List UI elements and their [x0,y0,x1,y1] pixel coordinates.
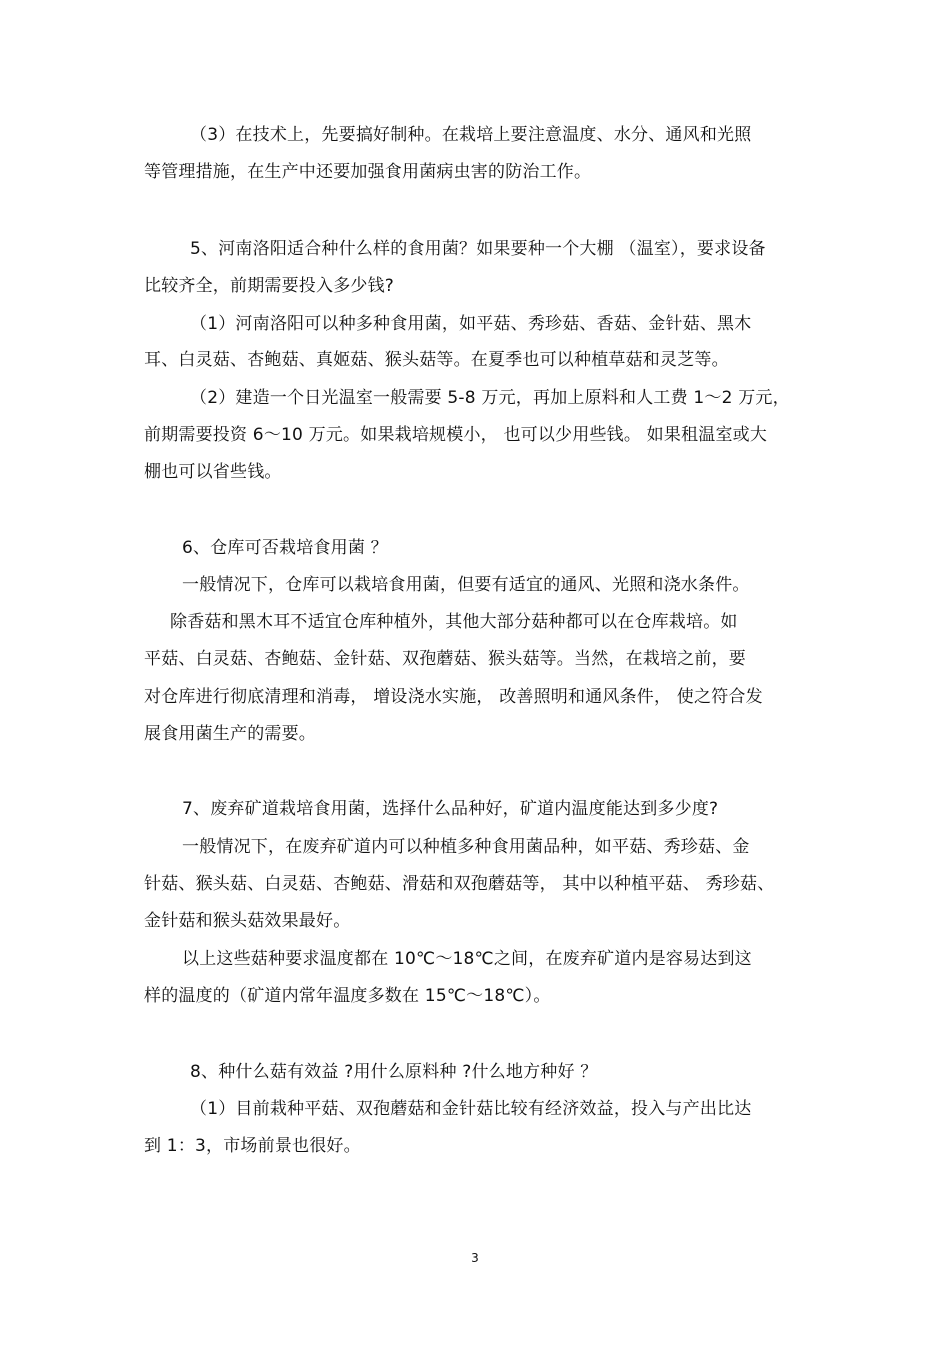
paragraph-line: 耳、白灵菇、杏鲍菇、真姬菇、猴头菇等。在夏季也可以种植草菇和灵芝等。 [144,350,729,370]
paragraph-line: （3）在技术上，先要搞好制种。在栽培上要注意温度、水分、通风和光照 [190,125,752,145]
section-heading-5-cont: 比较齐全，前期需要投入多少钱? [144,276,395,296]
paragraph-line: 样的温度的（矿道内常年温度多数在 15℃～18℃）。 [144,986,551,1006]
paragraph-line: （1）目前栽种平菇、双孢蘑菇和金针菇比较有经济效益，投入与产出比达 [190,1099,752,1119]
section-heading-8: 8、种什么菇有效益 ?用什么原料种 ?什么地方种好 ？ [190,1062,598,1082]
paragraph-line: 展食用菌生产的需要。 [144,724,316,744]
paragraph-line: 棚也可以省些钱。 [144,462,282,482]
paragraph-line: 到 1：3，市场前景也很好。 [144,1136,361,1156]
paragraph-line: 等管理措施，在生产中还要加强食用菌病虫害的防治工作。 [144,162,592,182]
paragraph-line: 除香菇和黑木耳不适宜仓库种植外，其他大部分菇种都可以在仓库栽培。如 [170,612,738,632]
paragraph-line: 以上这些菇种要求温度都在 10℃～18℃之间，在废弃矿道内是容易达到这 [182,949,752,969]
paragraph-line: 对仓库进行彻底清理和消毒， 增设浇水实施， 改善照明和通风条件， 使之符合发 [144,687,763,707]
paragraph-line: 金针菇和猴头菇效果最好。 [144,911,351,931]
paragraph-line: （2）建造一个日光温室一般需要 5-8 万元，再加上原料和人工费 1～2 万元， [190,388,790,408]
paragraph-line: 平菇、白灵菇、杏鲍菇、金针菇、双孢蘑菇、猴头菇等。当然，在栽培之前，要 [144,649,746,669]
paragraph-line: 针菇、猴头菇、白灵菇、杏鲍菇、滑菇和双孢蘑菇等， 其中以种植平菇、 秀珍菇、 [144,874,775,894]
section-heading-7: 7、废弃矿道栽培食用菌，选择什么品种好，矿道内温度能达到多少度? [182,799,719,819]
paragraph-line: 前期需要投资 6～10 万元。如果栽培规模小， 也可以少用些钱。 如果租温室或大 [144,425,768,445]
section-heading-6: 6、仓库可否栽培食用菌 ？ [182,538,388,558]
paragraph-line: （1）河南洛阳可以种多种食用菌，如平菇、秀珍菇、香菇、金针菇、黑木 [190,314,752,334]
section-heading-5: 5、河南洛阳适合种什么样的食用菌？如果要种一个大棚 （温室），要求设备 [190,239,766,259]
paragraph-line: 一般情况下，在废弃矿道内可以种植多种食用菌品种，如平菇、秀珍菇、金 [182,837,750,857]
paragraph-line: 一般情况下，仓库可以栽培食用菌，但要有适宜的通风、光照和浇水条件。 [182,575,750,595]
page-number: 3 [471,1251,479,1265]
